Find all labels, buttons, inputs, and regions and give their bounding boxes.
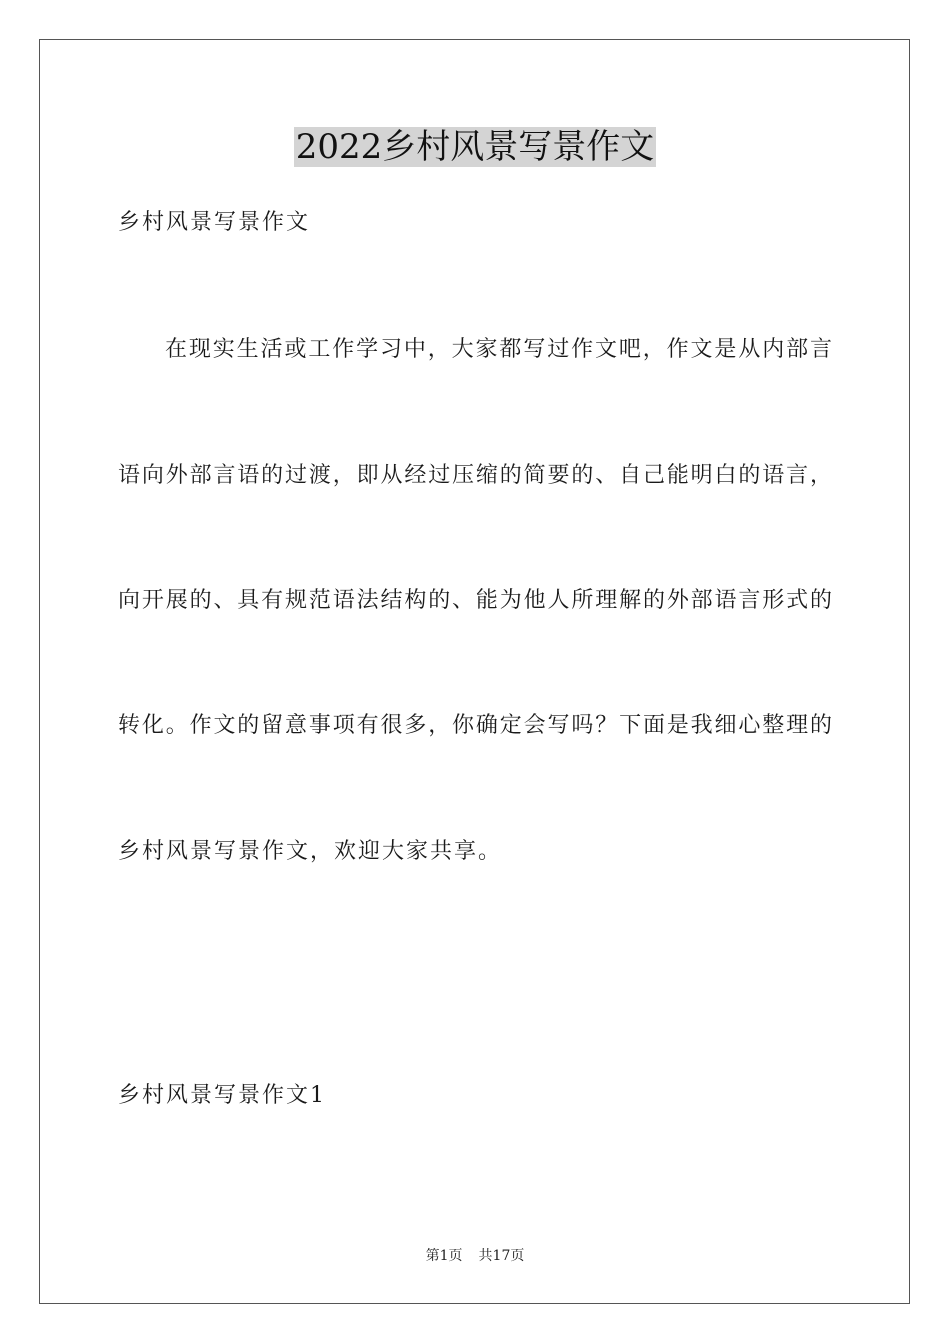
section-heading: 乡村风景写景作文1 xyxy=(118,1083,326,1108)
paragraph-line-3: 向开展的、具有规范语法结构的、能为他人所理解的外部语言形式的 xyxy=(118,588,832,613)
page-number-total: 共17页 xyxy=(478,1248,525,1264)
title-container xyxy=(0,127,950,167)
paragraph-line-2: 语向外部言语的过渡，即从经过压缩的简要的、自己能明白的语言， xyxy=(118,463,832,488)
paragraph-line-4: 转化。作文的留意事项有很多，你确定会写吗？下面是我细心整理的 xyxy=(118,713,832,738)
document-subtitle: 乡村风景写景作文 xyxy=(118,210,311,235)
paragraph-line-5: 乡村风景写景作文，欢迎大家共享。 xyxy=(118,839,503,864)
page-footer xyxy=(0,1247,950,1265)
document-title: 2022乡村风景写景作文 xyxy=(295,127,655,167)
paragraph-line-1: 在现实生活或工作学习中，大家都写过作文吧，作文是从内部言 xyxy=(165,337,832,362)
page-number-current: 第1页 xyxy=(425,1248,463,1264)
